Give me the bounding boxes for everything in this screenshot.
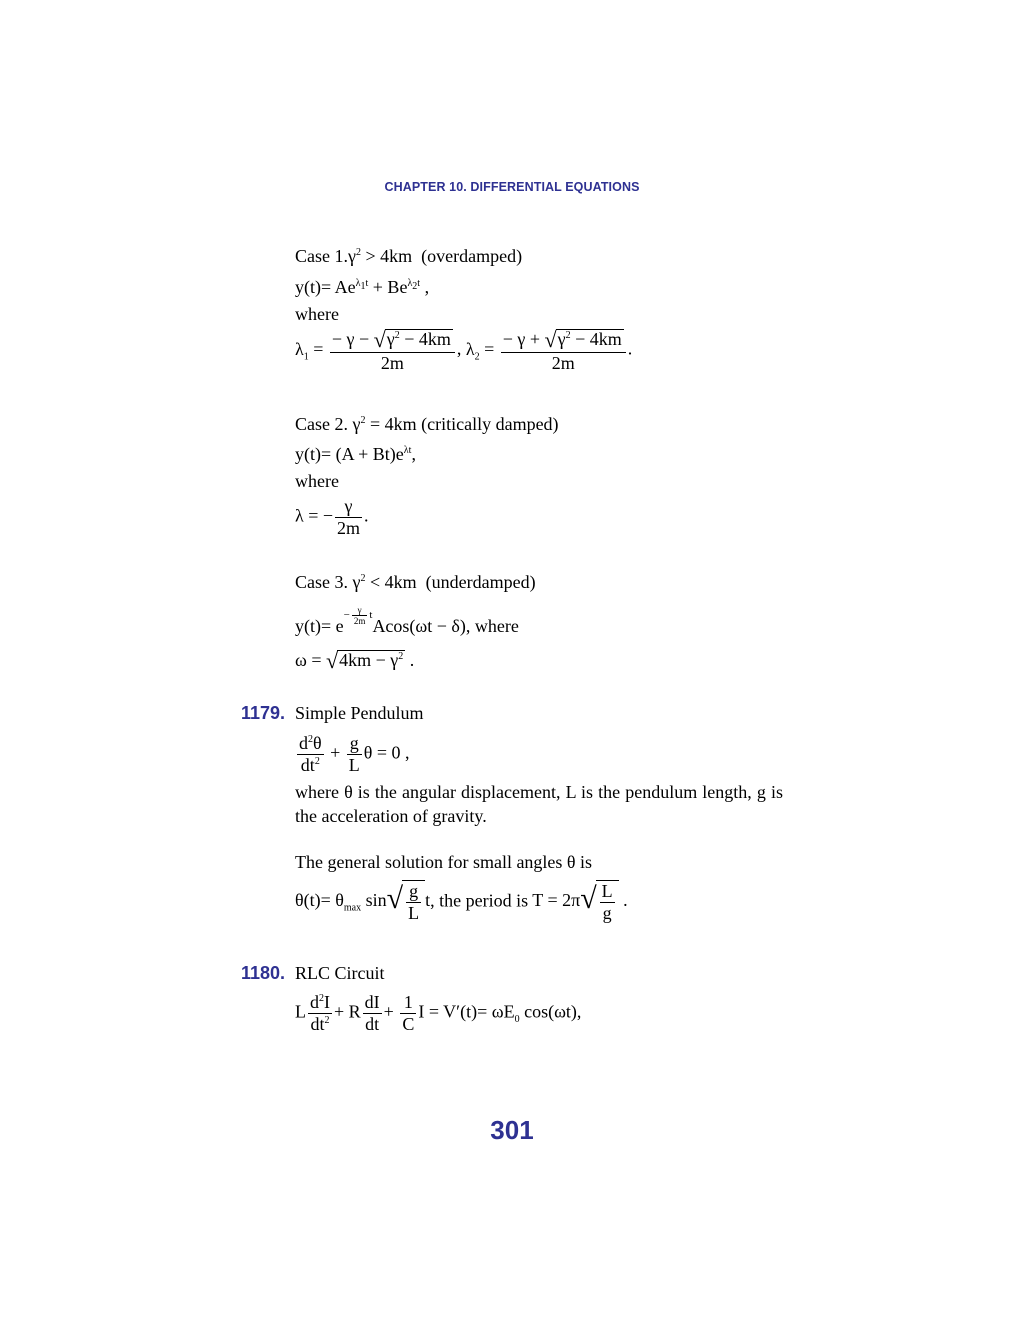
pendulum-description: where θ is the angular displacement, L is the pendulum length, g is the acceleration of gravity. <box>295 782 783 826</box>
section-title-1179: Simple Pendulum <box>295 703 424 723</box>
case1-condition: $\gamma^2 > 4km$ (overdamped) <box>348 246 523 266</box>
case2-where: where <box>295 471 339 491</box>
case2-title: Case 2. <box>295 414 348 434</box>
case2-heading <box>295 415 559 433</box>
lambda2-formula: $\lambda_2$ = $\frac{- \gamma + √\gamma^2 - 4km}{2m}$ <box>466 339 628 359</box>
page-number: 301 <box>490 1115 534 1145</box>
case3-solution: $y(t)= e^{- \frac{\gamma}{2m} t}Acos(\omega t - \delta)$, where <box>295 604 519 636</box>
section-number-1179: 1179. <box>241 703 286 723</box>
case2-lambda-formula: λ = − $\frac{\gamma}{2m}$ . <box>295 496 369 538</box>
pendulum-equation: $\frac{d^2\theta}{dt^2}$ + $\frac{g}{L}$ θ = 0 , <box>299 733 410 775</box>
case2-condition: $\gamma^2 = 4km$ (critically damped) <box>352 414 559 434</box>
case1-heading <box>295 247 522 265</box>
case1-where: where <box>295 304 339 324</box>
case3-condition: $\gamma^2 < 4km$ (underdamped) <box>352 572 536 592</box>
case3-omega: $\omega = √4km - \gamma^2$ . <box>295 648 415 673</box>
section-number-1180: 1180. <box>241 963 286 983</box>
lambda1-formula: $\lambda_1$ = $\frac{- \gamma - √\gamma^2 - 4km}{2m}$ <box>295 339 457 359</box>
pendulum-solution-intro: The general solution for small angles θ is <box>295 852 593 872</box>
rlc-equation: L $\frac{d^2I}{dt^2}$ + R $\frac{dI}{dt}$ + $\frac{1}{C}$ $I = V'(t)= \omega E_0$ cos(ωt), <box>295 992 582 1034</box>
running-header: CHAPTER 10. DIFFERENTIAL EQUATIONS <box>384 180 640 194</box>
pendulum-solution <box>295 880 628 923</box>
case1-lambda-formulas: $\lambda_1$ = $\frac{- \gamma - √\gamma^2 - 4km}{2m}$ , $\lambda_2$ = $\frac{- \gamma + √\gamma^2 - 4km}{2m}$ . <box>295 327 633 374</box>
pendulum-theta-formula: $\theta(t)= \theta_{max}$ sin√ $\frac{g}{L}$ t <box>295 881 431 923</box>
case1-solution: $y(t)= Ae^{\lambda_1t} + Be^{\lambda_2t}$ , <box>295 277 430 297</box>
case1-title: Case 1. <box>295 246 348 266</box>
pendulum-period-label: , the period is <box>430 890 529 911</box>
case2-solution: $y(t)= (A + Bt)e^{\lambda t}$, <box>295 444 416 464</box>
case3-heading <box>295 573 536 591</box>
pendulum-period-formula: T = 2π√ $\frac{L}{g}$ . <box>532 881 628 923</box>
case3-title: Case 3. <box>295 572 348 592</box>
section-title-1180: RLC Circuit <box>295 963 385 983</box>
